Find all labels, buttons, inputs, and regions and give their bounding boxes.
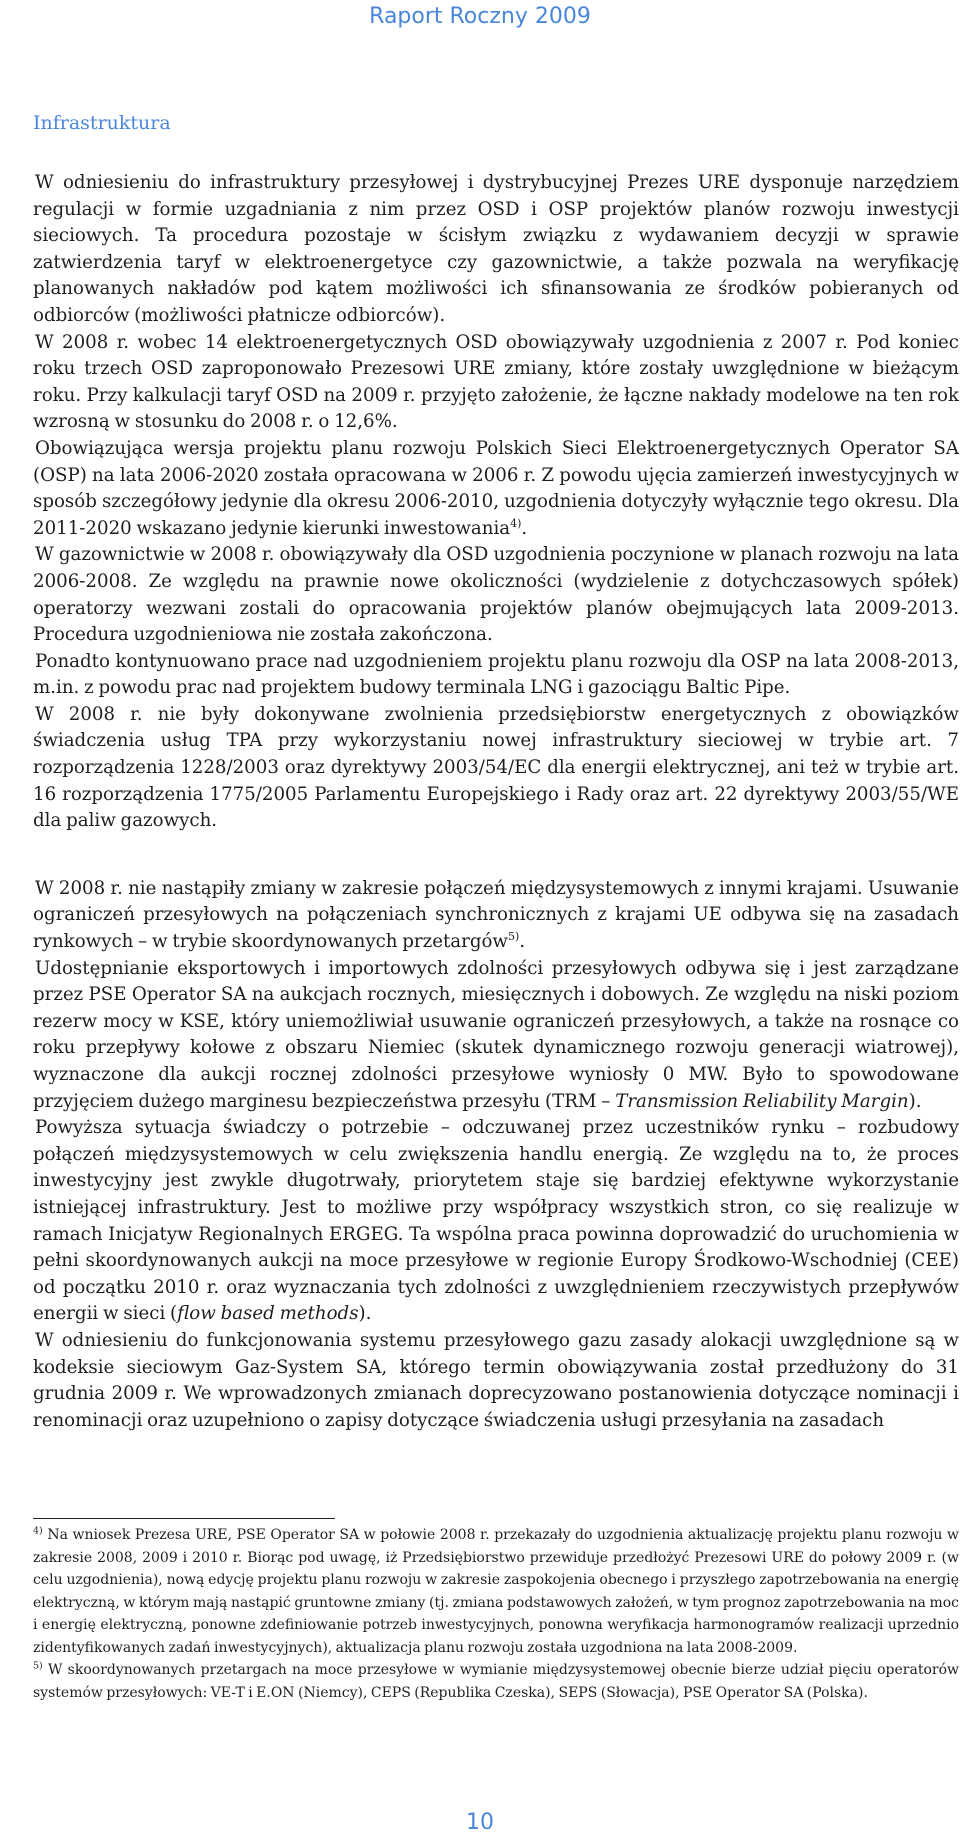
paragraph: W 2008 r. nie były dokonywane zwolnienia przedsiębiorstw energetycznych z obowiązków świadczenia usług TPA przy wykorzystaniu nowej infrastruktury sieciowej w trybie art. 7 rozporządzenia 1228/2003 oraz dyrektywy 2003/54/EC dla energii elektrycznej, ani też w trybie art. 16 rozporządzenia 1775/2005 Parlamentu Europejskiego i Rady oraz art. 22 dyrektywy 2003/55/WE dla paliw gazowych.: [33, 703, 959, 832]
footnote-text: W skoordynowanych przetargach na moce przesyłowe w wymianie międzysystemowej obecnie bierze udział pięciu operatorów systemów przesyłowych: VE-T i E.ON (Niemcy), CEPS (Republika Czeska), SEPS (Słowacja), PSE Operator SA (Polska).: [33, 1662, 959, 1701]
footnote: [33, 1524, 959, 1659]
footnote-text: Na wniosek Prezesa URE, PSE Operator SA w połowie 2008 r. przekazały do uzgodnienia aktualizację projektu planu rozwoju w zakresie 2008, 2009 i 2010 r. Biorąc pod uwagę, iż Przedsiębiorstwo przewiduje przedłożyć Prezesowi URE do połowy 2009 r. (w celu uzgodnienia), nową edycję projektu planu rozwoju w zakresie zaspokojenia obecnego i przyszłego zapotrzebowania na energię elektryczną, w którym mają nastąpić gruntowne zmiany (tj. zmiana podstawowych założeń, w tym prognoz zapotrzebowania na moc i energię elektryczną, ponowne zdefiniowanie potrzeb inwestycyjnych, ponowna weryfikacja harmonogramów realizacji uprzednio zidentyfikowanych zadań inwestycyjnych), aktualizacja planu rozwoju została uzgodniona na lata 2008-2009.: [33, 1527, 959, 1656]
paragraph-text: Udostępnianie eksportowych i importowych zdolności przesyłowych odbywa się i jest zarządzane przez PSE Operator SA na aukcjach rocznych, miesięcznych i dobowych. Ze względu na niski poziom rezerw mocy w KSE, który uniemożliwiał usuwanie ograniczeń przesyłowych, a także na rosnące co roku przepływy kołowe z obszaru Niemiec (skutek dynamicznego rozwoju generacji wiatrowej), wyznaczone dla aukcji rocznej zdolności przesyłowe wyniosły 0 MW. Było to spowodowane przyjęciem dużego marginesu bezpieczeństwa przesyłu (TRM –: [33, 957, 959, 1112]
paragraph: [33, 956, 959, 1116]
footnotes: [33, 1524, 959, 1704]
paragraph-text: .: [521, 517, 528, 539]
footnote-mark: 5): [33, 1660, 43, 1672]
paragraph-text: ).: [358, 1303, 372, 1325]
paragraph: Ponadto kontynuowano prace nad uzgodnieniem projektu planu rozwoju dla OSP na lata 2008-2013, m.in. z powodu prac nad projektem budowy terminala LNG i gazociągu Baltic Pipe.: [33, 650, 959, 699]
footnote: [33, 1659, 959, 1704]
footnote-separator: [33, 1518, 335, 1519]
paragraph-text: Powyższa sytuacja świadczy o potrzebie – odczuwanej przez uczestników rynku – rozbudowy połączeń międzysystemowych w celu zwiększenia handlu energią. Ze względu na to, że proces inwestycyjny jest zwykle długotrwały, priorytetem staje się bardziej efektywne wykorzystanie istniejącej infrastruktury. Jest to możliwe przy współpracy wszystkich stron, co się realizuje w ramach Inicjatyw Regionalnych ERGEG. Ta wspólna praca powinna doprowadzić do uruchomienia w pełni skoordynowanych aukcji na moce przesyłowe w regionie Europy Środkowo-Wschodniej (CEE) od początku 2010 r. oraz wyznaczania tych zdolności z uwzględnieniem rzeczywistych przepływów energii w sieci (: [33, 1117, 959, 1325]
page-number: 10: [466, 1810, 494, 1835]
footnote-mark: 4): [33, 1525, 43, 1537]
paragraph: [33, 436, 959, 542]
running-header: Raport Roczny 2009: [369, 4, 591, 29]
paragraph: W 2008 r. wobec 14 elektroenergetycznych OSD obowiązywały uzgodnienia z 2007 r. Pod koniec roku trzech OSD zaproponowało Prezesowi URE zmiany, które zostały uwzględnione w bieżącym roku. Przy kalkulacji taryf OSD na 2009 r. przyjęto założenie, że łączne nakłady modelowe na ten rok wzrosną w stosunku do 2008 r. o 12,6%.: [33, 331, 959, 433]
paragraph: W gazownictwie w 2008 r. obowiązywały dla OSD uzgodnienia poczynione w planach rozwoju na lata 2006-2008. Ze względu na prawnie nowe okoliczności (wydzielenie z dotychczasowych spółek) operatorzy wezwani zostali do opracowania projektów planów obejmujących lata 2009-2013. Procedura uzgodnieniowa nie została zakończona.: [33, 544, 959, 646]
paragraph-text: W 2008 r. nie nastąpiły zmiany w zakresie połączeń międzysystemowych z innymi krajami. Usuwanie ograniczeń przesyłowych na połączeniach synchronicznych z krajami UE odbywa się na zasadach rynkowych – w trybie skoordynowanych przetargów: [33, 877, 959, 953]
footnote-ref: 4): [510, 516, 522, 530]
body-text: [33, 170, 959, 1434]
emphasis: flow based methods: [177, 1303, 359, 1325]
paragraph: W odniesieniu do funkcjonowania systemu przesyłowego gazu zasady alokacji uwzględnione są w kodeksie sieciowym Gaz-System SA, którego termin obowiązywania został przedłużony do 31 grudnia 2009 r. We wprowadzonych zmianach doprecyzowano postanowienia dotyczące nominacji i renominacji oraz uzupełniono o zapisy dotyczące świadczenia usługi przesyłania na zasadach: [33, 1329, 959, 1431]
paragraph: [33, 1115, 959, 1328]
paragraph-text: .: [519, 931, 526, 953]
section-title: Infrastruktura: [33, 112, 171, 134]
paragraph-gap: [33, 835, 959, 876]
paragraph: W odniesieniu do infrastruktury przesyłowej i dystrybucyjnej Prezes URE dysponuje narzędziem regulacji w formie uzgadniania z nim przez OSD i OSP projektów planów rozwoju inwestycji sieciowych. Ta procedura pozostaje w ścisłym związku z wydawaniem decyzji w sprawie zatwierdzenia taryf w elektroenergetyce czy gazownictwie, a także pozwala na weryfikację planowanych nakładów pod kątem możliwości ich sfinansowania ze środków pobieranych od odbiorców (możliwości płatnicze odbiorców).: [33, 172, 959, 326]
paragraph-text: Obowiązująca wersja projektu planu rozwoju Polskich Sieci Elektroenergetycznych Operator SA (OSP) na lata 2006-2020 została opracowana w 2006 r. Z powodu ujęcia zamierzeń inwestycyjnych w sposób szczegółowy jedynie dla okresu 2006-2010, uzgodnienia dotyczyły wyłącznie tego okresu. Dla 2011-2020 wskazano jedynie kierunki inwestowania: [33, 437, 959, 539]
paragraph: [33, 876, 959, 956]
paragraph-text: ).: [908, 1090, 922, 1112]
emphasis: Transmission Reliability Margin: [615, 1090, 909, 1112]
footnote-ref: 5): [507, 929, 520, 943]
